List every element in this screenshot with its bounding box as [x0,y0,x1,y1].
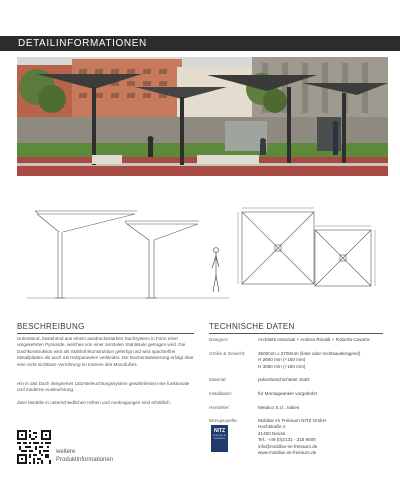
plan-view-small [315,226,375,286]
product-photo [17,57,388,176]
description-divider [17,333,194,334]
technical-drawing [17,200,383,310]
logo-wordmark: NITZ [213,428,226,434]
human-figure [212,248,219,293]
qr-code[interactable] [17,430,51,464]
spec-label-manufacturer: Hersteller: [209,405,230,410]
spec-label-material: Material: [209,377,227,382]
description-paragraph-1: Unterstand, bestehend aus einem ausdrucksstarken Dachsystem in Form einer umgekehrten Pyramide, welches von einer zentralen Stahlsäule getragen wird. Die Dachkonstruktion wird als Stahlrohrkonstruktion gefertigt und wird spachtelfrei Metallplatten als auch mit Holzpaneelen verkleidet. Die Dachentwässerung erfolgt über eine nicht sichtbare Verrohrung im Inneren des Monofußes. [17,336,194,367]
specs-divider [209,333,383,334]
spec-label-supplier: Bezugsquelle: [209,418,238,423]
logo-subline: MOBILIAR IM FREIRAUM [212,435,227,440]
qr-caption: weitere Produktinformationen [56,449,114,463]
plan-view-large [238,208,314,284]
spec-value-designer: Architetti Associati + Andrea Rinaldi + Roberta Cavarra [258,337,370,342]
description-heading: BESCHREIBUNG [17,322,85,331]
spec-value-installation: für Montageanker vorgebohrt [258,391,318,396]
spec-value-size: 3500mm x 2700mm (links oder rechtsauskragend) H 2660 mm (+150 mm) H 3080 mm (+150 mm) [258,351,361,369]
page-title: DETAILINFORMATIONEN [18,38,147,49]
spec-label-size: Größe & Gewicht: [209,351,246,356]
spec-value-supplier: Mobiliar im Freiraum NITZ GmbH Hochstraße 2 41460 Neuss Tel.: +49 (0)2131 - 316 9000 info@mobiliar-im-freiraum.de www.mobiliar-im-freiraum.de [258,418,326,456]
spec-value-material: pulverbeschichteter Stahl [258,377,310,382]
elevation-small-shelter [125,221,199,298]
spec-value-manufacturer: Metalco S.r.l., Italien [258,405,300,410]
elevation-large-shelter [35,211,137,298]
spec-label-designer: Designer: [209,337,229,342]
description-paragraph-3: Zwei Modelle in unterschiedlichen Höhen und Auskragungen sind erhältlich. [17,400,171,405]
nitz-logo [211,425,228,452]
description-paragraph-2: Hin in das Dach integriertes LED-Beleuchtungssystem gewährleistet eine funktionale und moderne Ausleuchtung. [17,381,190,393]
spec-label-installation: Installation: [209,391,233,396]
specs-heading: TECHNISCHE DATEN [209,322,295,331]
